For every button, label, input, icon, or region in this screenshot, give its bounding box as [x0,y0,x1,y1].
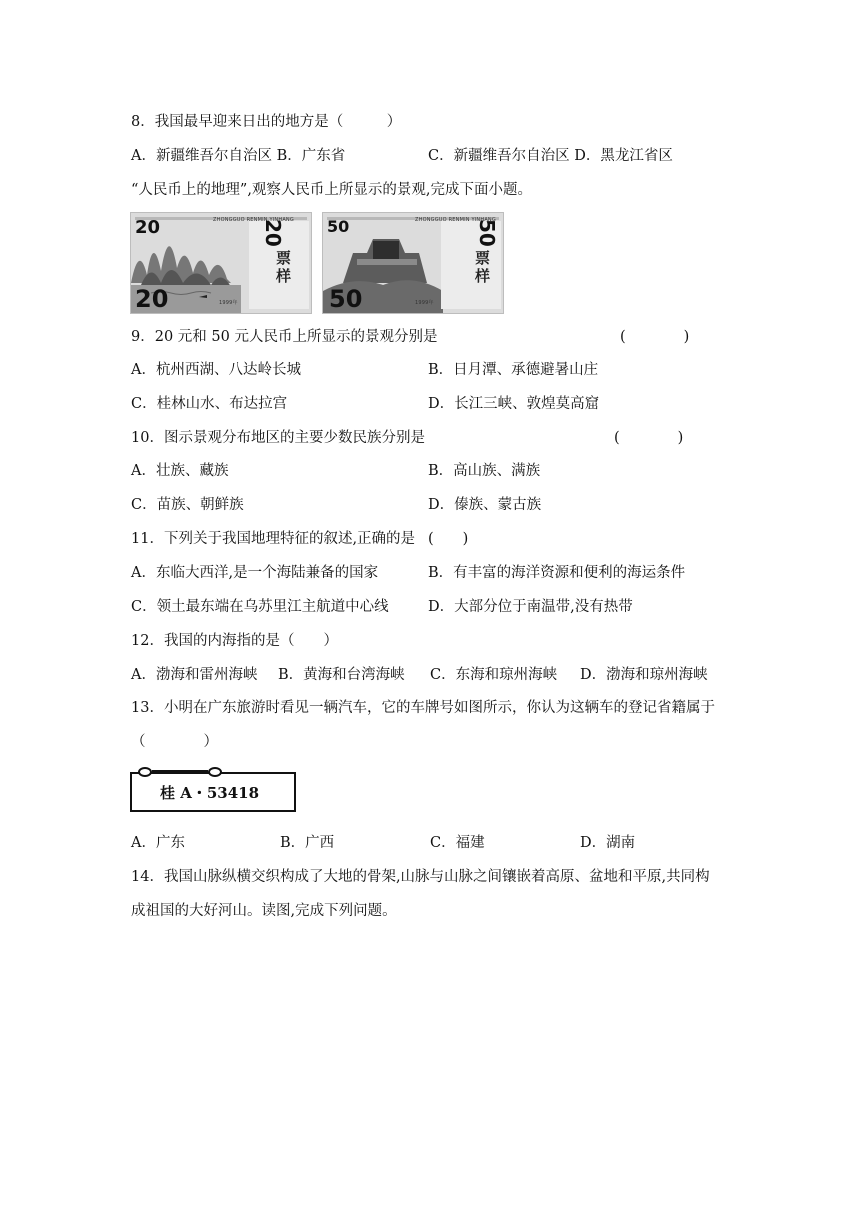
q12-stem: 12．我国的内海指的是（ ） [131,633,338,649]
q10-stem: 10．图示景观分布地区的主要少数民族分别是 [131,430,425,446]
q13-option-a: A．广东 [131,835,185,851]
q11-option-b: B．有丰富的海洋资源和便利的海运条件 [428,565,686,581]
q8-stem: 8．我国最早迎来日出的地方是（ ） [131,114,402,130]
banknote-20-bottom-denomination: 20 [135,285,169,313]
banknote-50-top-denomination: 50 [327,217,350,236]
q9-option-b: B．日月潭、承德避暑山庄 [428,362,599,378]
q12-option-b: B．黄海和台湾海峡 [278,667,405,683]
q13-answer-paren: （ ） [131,734,218,750]
q10-option-c: C．苗族、朝鲜族 [131,497,244,513]
q11-option-a: A．东临大西洋,是一个海陆兼备的国家 [131,565,379,581]
q10-option-d: D．傣族、蒙古族 [428,497,542,513]
q14-stem-line1: 14．我国山脉纵横交织构成了大地的骨架,山脉与山脉之间镶嵌着高原、盆地和平原,共同构 [131,869,710,885]
q8-options-ab: A．新疆维吾尔自治区 B．广东省 [131,148,346,164]
q9-option-d: D．长江三峡、敦煌莫高窟 [428,396,600,412]
q10-option-a: A．壮族、藏族 [131,463,229,479]
q10-option-b: B．高山族、满族 [428,463,541,479]
q12-option-a: A．渤海和雷州海峡 [131,667,258,683]
q10-answer-paren: ( ) [614,430,684,446]
banknote-50-bank-name: ZHONGGUO RENMIN YINHANG [415,217,496,223]
banknote-20-top-denomination: 20 [135,217,161,238]
q11-option-d: D．大部分位于南温带,没有热带 [428,599,633,615]
q11-stem: 11．下列关于我国地理特征的叙述,正确的是 [131,531,416,547]
banknote-20-sample-stamp: 票 样 [276,249,292,285]
q9-stem: 9．20 元和 50 元人民币上所显示的景观分别是 [131,329,438,345]
plate-left-ring [138,767,152,777]
banknote-50-sample-stamp: 票 样 [475,249,491,285]
banknote-20-year: 1999年 [219,300,238,306]
plate-right-ring [208,767,222,777]
q9-option-c: C．桂林山水、布达拉宫 [131,396,288,412]
q9-answer-paren: ( ) [620,329,690,345]
q8-options-cd: C．新疆维吾尔自治区 D．黑龙江省区 [428,148,673,164]
banknote-50-side-denomination: 50 [475,219,499,247]
banknote-20-bank-name: ZHONGGUO RENMIN YINHANG [213,217,294,223]
banknote-50-year: 1999年 [415,300,434,306]
q14-stem-line2: 成祖国的大好河山。读图,完成下列问题。 [131,903,397,919]
plate-top-bar [152,770,208,772]
banknote-20-image [130,212,312,314]
q13-option-b: B．广西 [280,835,335,851]
banknote-20-side-denomination: 20 [261,219,285,247]
q12-option-d: D．渤海和琼州海峡 [580,667,708,683]
q11-answer-paren: ( ) [428,531,469,547]
q12-option-c: C．东海和琼州海峡 [430,667,558,683]
q13-option-d: D．湖南 [580,835,636,851]
license-plate-number: 桂 A・53418 [160,784,260,802]
banknote-50-image [322,212,504,314]
banknote-50-bottom-denomination: 50 [329,285,363,313]
q13-option-c: C．福建 [430,835,485,851]
license-plate-figure [130,772,296,812]
q13-stem: 13．小明在广东旅游时看见一辆汽车，它的车牌号如图所示，你认为这辆车的登记省籍属于 [131,700,715,716]
q11-option-c: C．领土最东端在乌苏里江主航道中心线 [131,599,389,615]
q9-option-a: A．杭州西湖、八达岭长城 [131,362,301,378]
banknote-intro: “人民币上的地理”,观察人民币上所显示的景观,完成下面小题。 [131,182,533,198]
